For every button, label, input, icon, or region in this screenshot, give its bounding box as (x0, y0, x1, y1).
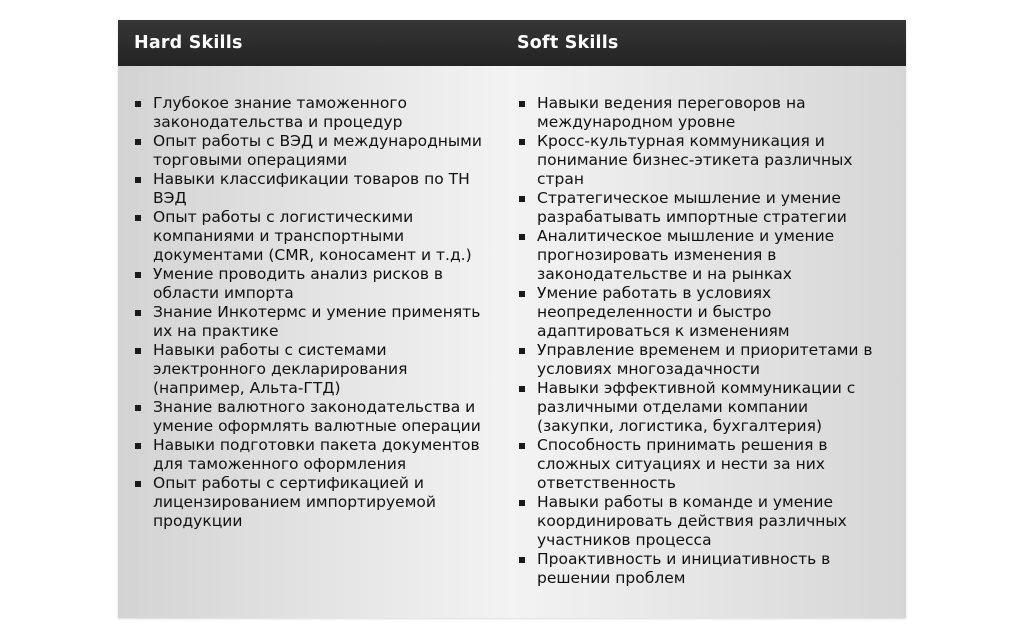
square-bullet-icon (135, 443, 141, 449)
list-item-text: Навыки эффективной коммуникации с различными отделами компании (закупки, логистика, бухгалтерия) (537, 379, 856, 435)
square-bullet-icon (135, 177, 141, 183)
square-bullet-icon (135, 272, 141, 278)
square-bullet-icon (519, 101, 525, 107)
list-item-text: Умение проводить анализ рисков в области импорта (153, 265, 444, 302)
list-item (134, 341, 494, 398)
list-item (134, 436, 494, 474)
list-item-text: Умение работать в условиях неопределенности и быстро адаптироваться к изменениям (537, 284, 790, 340)
list-item-text: Кросс-культурная коммуникация и понимание бизнес-этикета различных стран (537, 132, 853, 188)
hard-skills-list (134, 94, 494, 531)
list-item-text: Опыт работы с сертификацией и лицензированием импортируемой продукции (153, 474, 436, 530)
table-header (118, 20, 906, 66)
square-bullet-icon (519, 443, 525, 449)
square-bullet-icon (135, 139, 141, 145)
list-item (518, 284, 878, 341)
soft-skills-heading: Soft Skills (517, 33, 619, 53)
list-item (134, 474, 494, 531)
list-item-text: Управление временем и приоритетами в условиях многозадачности (537, 341, 873, 378)
square-bullet-icon (519, 291, 525, 297)
list-item-text: Опыт работы с логистическими компаниями и транспортными документами (CMR, коносамент и т.д.) (153, 208, 472, 264)
list-item-text: Навыки подготовки пакета документов для таможенного оформления (153, 436, 480, 473)
square-bullet-icon (519, 386, 525, 392)
square-bullet-icon (519, 348, 525, 354)
square-bullet-icon (519, 139, 525, 145)
list-item (518, 493, 878, 550)
square-bullet-icon (519, 234, 525, 240)
list-item (518, 550, 878, 588)
list-item-text: Способность принимать решения в сложных ситуациях и нести за них ответственность (537, 436, 828, 492)
hard-skills-heading: Hard Skills (134, 33, 243, 53)
square-bullet-icon (519, 196, 525, 202)
list-item-text: Аналитическое мышление и умение прогнозировать изменения в законодательстве и на рынках (537, 227, 835, 283)
list-item (518, 189, 878, 227)
square-bullet-icon (135, 348, 141, 354)
list-item-text: Навыки ведения переговоров на международном уровне (537, 94, 806, 131)
square-bullet-icon (519, 557, 525, 563)
square-bullet-icon (135, 481, 141, 487)
list-item-text: Навыки классификации товаров по ТН ВЭД (153, 170, 470, 207)
list-item (518, 341, 878, 379)
soft-skills-list (518, 94, 878, 588)
list-item (134, 132, 494, 170)
list-item-text: Глубокое знание таможенного законодательства и процедур (153, 94, 408, 131)
square-bullet-icon (519, 500, 525, 506)
list-item-text: Знание валютного законодательства и умение оформлять валютные операции (153, 398, 481, 435)
square-bullet-icon (135, 310, 141, 316)
square-bullet-icon (135, 215, 141, 221)
list-item (134, 170, 494, 208)
list-item (518, 94, 878, 132)
list-item-text: Навыки работы с системами электронного декларирования (например, Альта-ГТД) (153, 341, 408, 397)
list-item (134, 94, 494, 132)
list-item-text: Знание Инкотермс и умение применять их на практике (153, 303, 481, 340)
list-item-text: Проактивность и инициативность в решении проблем (537, 550, 831, 587)
list-item (518, 227, 878, 284)
list-item (134, 265, 494, 303)
square-bullet-icon (135, 405, 141, 411)
list-item (134, 208, 494, 265)
list-item (518, 132, 878, 189)
list-item (134, 398, 494, 436)
list-item (134, 303, 494, 341)
list-item-text: Навыки работы в команде и умение координировать действия различных участников процесса (537, 493, 847, 549)
list-item (518, 436, 878, 493)
list-item-text: Стратегическое мышление и умение разрабатывать импортные стратегии (537, 189, 847, 226)
skills-table (118, 20, 906, 618)
list-item-text: Опыт работы с ВЭД и международными торговыми операциями (153, 132, 482, 169)
square-bullet-icon (135, 101, 141, 107)
list-item (518, 379, 878, 436)
